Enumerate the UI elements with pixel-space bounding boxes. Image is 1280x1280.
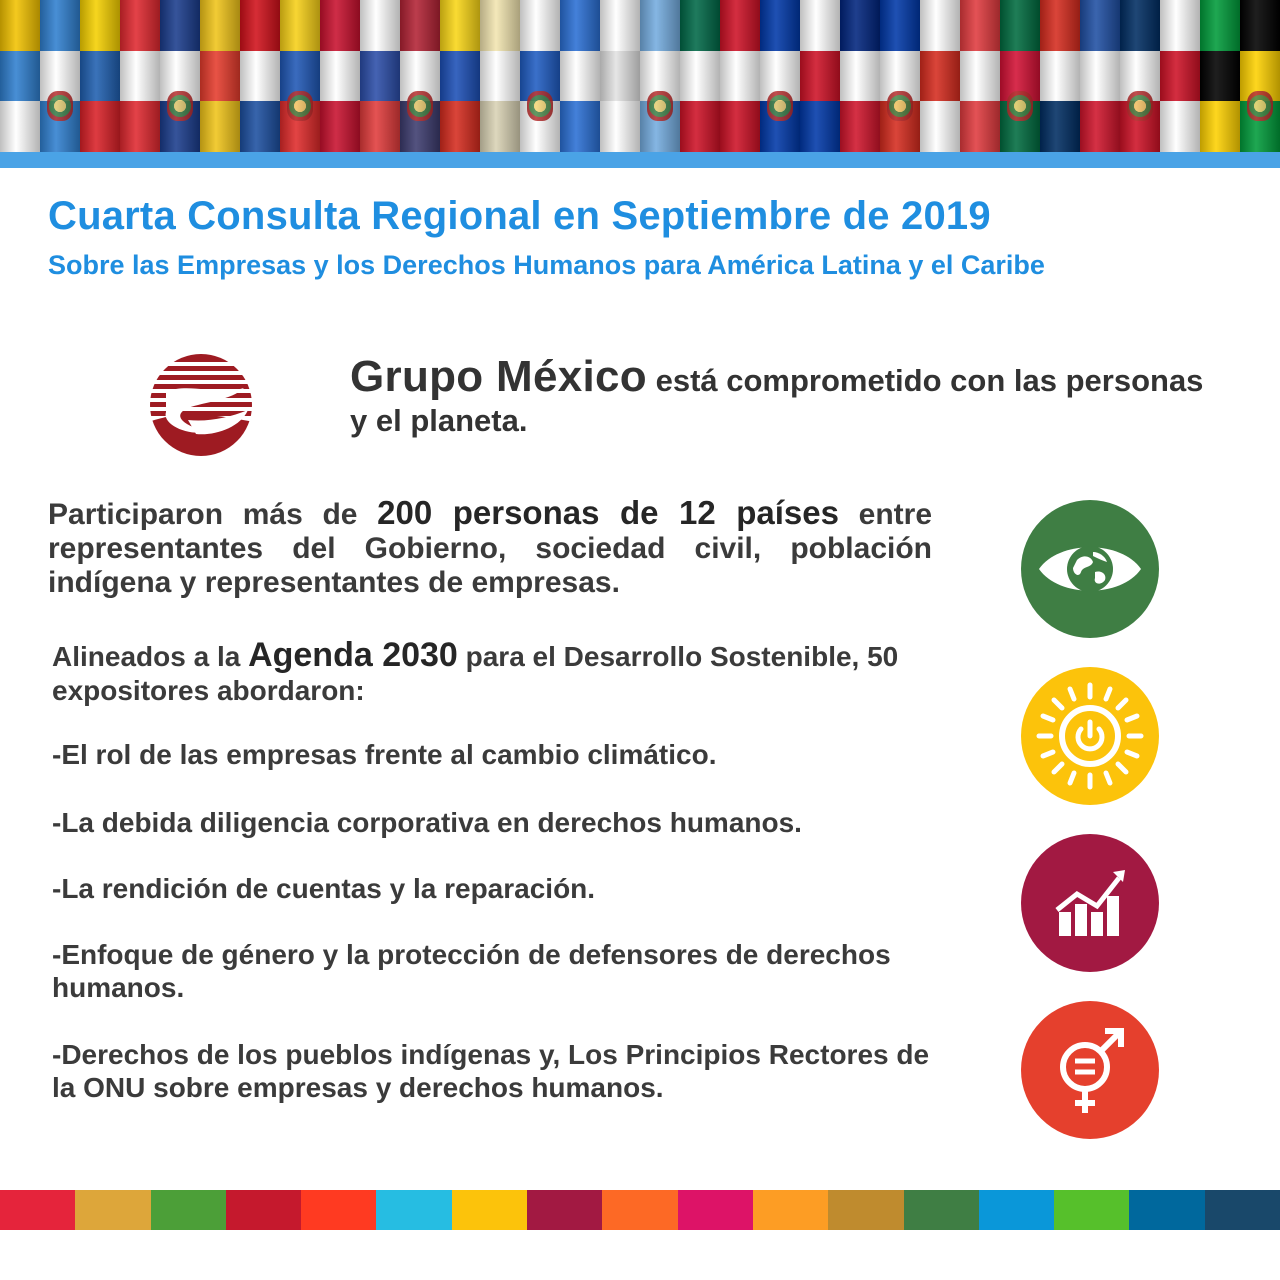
flag	[640, 0, 680, 152]
flag	[1120, 0, 1160, 152]
topic-item: -Enfoque de género y la protección de defensores de derechos humanos.	[52, 939, 891, 1003]
participants-paragraph	[48, 496, 932, 600]
flag	[960, 0, 1000, 152]
flag	[560, 0, 600, 152]
flag	[880, 0, 920, 152]
flag	[720, 0, 760, 152]
color-segment	[753, 1190, 828, 1230]
eye-globe-icon	[1021, 500, 1159, 638]
flag	[320, 0, 360, 152]
flag	[200, 0, 240, 152]
agenda-highlight: Agenda 2030	[248, 636, 458, 674]
color-segment	[0, 1190, 75, 1230]
sdg-color-stripe	[0, 1190, 1280, 1230]
participants-highlight: 200 personas de 12 países	[377, 494, 839, 531]
flag	[480, 0, 520, 152]
color-segment	[904, 1190, 979, 1230]
color-segment	[452, 1190, 527, 1230]
company-commitment-text: está comprometido con las personas y el planeta.	[350, 363, 1204, 438]
agenda-text-1: Alineados a la	[52, 641, 249, 672]
color-segment	[301, 1190, 376, 1230]
flag	[120, 0, 160, 152]
flag	[1160, 0, 1200, 152]
flag	[440, 0, 480, 152]
color-segment	[376, 1190, 451, 1230]
color-segment	[226, 1190, 301, 1230]
flag	[920, 0, 960, 152]
flag	[1200, 0, 1240, 152]
topic-item: -Derechos de los pueblos indígenas y, Los Principios Rectores de la ONU sobre empresas y derechos humanos.	[52, 1039, 930, 1103]
color-segment	[828, 1190, 903, 1230]
page-subtitle: Sobre las Empresas y los Derechos Humanos para América Latina y el Caribe	[48, 250, 1045, 280]
flag	[840, 0, 880, 152]
flag	[80, 0, 120, 152]
color-segment	[678, 1190, 753, 1230]
color-segment	[602, 1190, 677, 1230]
growth-chart-icon	[1021, 834, 1159, 972]
company-statement	[350, 352, 1210, 444]
participants-text-2: entre representantes del Gobierno, sociedad civil, población indígena y representantes de empresas.	[48, 498, 933, 599]
topic-item: -El rol de las empresas frente al cambio climático.	[52, 739, 717, 770]
flag	[240, 0, 280, 152]
company-name: Grupo México	[350, 352, 647, 401]
grupo-mexico-logo	[148, 352, 254, 458]
flag	[400, 0, 440, 152]
flag	[40, 0, 80, 152]
agenda-text-2: para el Desarrollo Sostenible, 50 expositores abordaron:	[52, 641, 899, 706]
color-segment	[1054, 1190, 1129, 1230]
flag	[1000, 0, 1040, 152]
color-segment	[1129, 1190, 1204, 1230]
flag	[1040, 0, 1080, 152]
flag	[280, 0, 320, 152]
banner-stripe	[0, 152, 1280, 168]
flag	[160, 0, 200, 152]
topic-item: -La rendición de cuentas y la reparación.	[52, 873, 596, 904]
flag	[1080, 0, 1120, 152]
color-segment	[527, 1190, 602, 1230]
color-segment	[151, 1190, 226, 1230]
flag	[1240, 0, 1280, 152]
color-segment	[75, 1190, 150, 1230]
topic-item: -La debida diligencia corporativa en derechos humanos.	[52, 807, 802, 838]
color-segment	[1205, 1190, 1280, 1230]
flags-banner	[0, 0, 1280, 152]
page-title: Cuarta Consulta Regional en Septiembre de 2019	[48, 194, 991, 238]
flag	[800, 0, 840, 152]
agenda-paragraph	[52, 638, 932, 708]
gender-equality-icon	[1021, 1001, 1159, 1139]
flag	[0, 0, 40, 152]
participants-text-1: Participaron más de	[48, 498, 378, 531]
flag	[600, 0, 640, 152]
flag	[680, 0, 720, 152]
sun-power-icon	[1021, 667, 1159, 805]
flag	[360, 0, 400, 152]
flag	[520, 0, 560, 152]
flag	[760, 0, 800, 152]
color-segment	[979, 1190, 1054, 1230]
